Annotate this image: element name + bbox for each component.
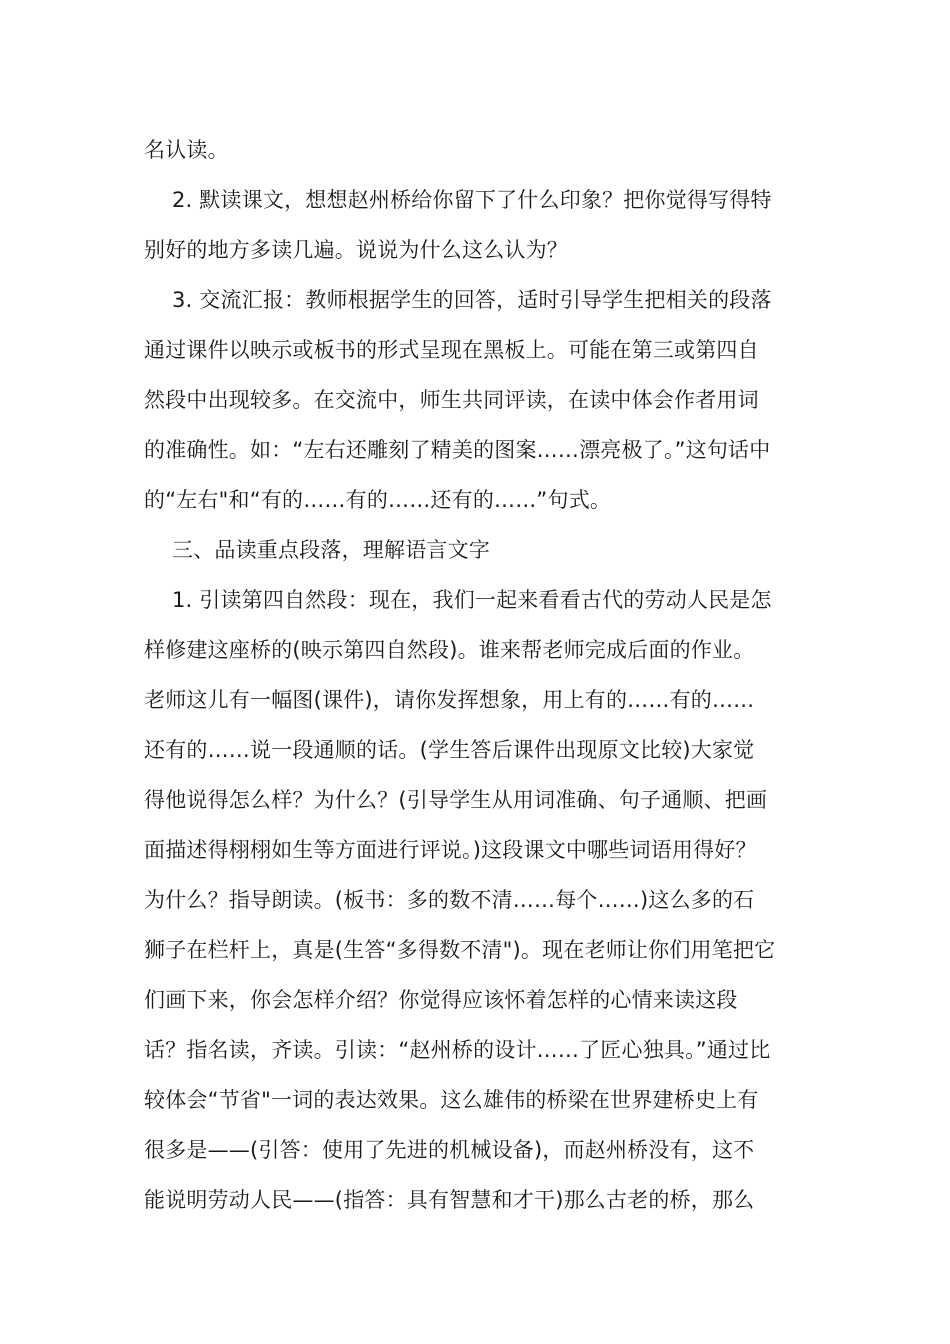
section-heading: 三、品读重点段落，理解语言文字 [172,538,490,562]
text-line: 面描述得栩栩如生等方面进行评说。)这段课文中哪些词语用得好？ [144,838,757,862]
paragraph-step-2: 2. 默读课文，想想赵州桥给你留下了什么印象？把你觉得写得特 [172,188,772,212]
text-line: 然段中出现较多。在交流中，师生共同评读，在读中体会作者用词 [144,388,759,412]
text-line: 能说明劳动人民——(指答：具有智慧和才干)那么古老的桥，那么 [144,1188,755,1212]
text-line: 名认读。 [144,138,229,162]
text-line: 别好的地方多读几遍。说说为什么这么认为？ [144,238,568,262]
paragraph-step-1: 1. 引读第四自然段：现在，我们一起来看看古代的劳动人民是怎 [172,588,772,612]
text-line: 为什么？指导朗读。(板书：多的数不清……每个……)这么多的石 [144,888,755,912]
text-line: 很多是——(引答：使用了先进的机械设备)，而赵州桥没有，这不 [144,1138,755,1162]
text-line: 还有的……说一段通顺的话。(学生答后课件出现原文比较)大家觉 [144,738,755,762]
text-line: 的准确性。如：“左右还雕刻了精美的图案……漂亮极了。”这句话中 [144,438,771,462]
text-line: 得他说得怎么样？为什么？(引导学生从用词准确、句子通顺、把画 [144,788,768,812]
paragraph-step-3: 3. 交流汇报：教师根据学生的回答，适时引导学生把相关的段落 [172,288,772,312]
text-line: 通过课件以映示或板书的形式呈现在黑板上。可能在第三或第四自 [144,338,759,362]
text-line: 样修建这座桥的(映示第四自然段)。谁来帮老师完成后面的作业。 [144,638,755,662]
text-line: 狮子在栏杆上，真是(生答“多得数不清")。现在老师让你们用笔把它 [144,938,776,962]
text-line: 较体会“节省"一词的表达效果。这么雄伟的桥梁在世界建桥史上有 [144,1088,759,1112]
text-line: 们画下来，你会怎样介绍？你觉得应该怀着怎样的心情来读这段 [144,988,738,1012]
text-line: 老师这儿有一幅图(课件)，请你发挥想象，用上有的……有的…… [144,688,755,712]
text-line: 的“左右"和“有的……有的……还有的……”句式。 [144,488,612,512]
text-line: 话？指名读，齐读。引读：“赵州桥的设计……了匠心独具。”通过比 [144,1038,771,1062]
